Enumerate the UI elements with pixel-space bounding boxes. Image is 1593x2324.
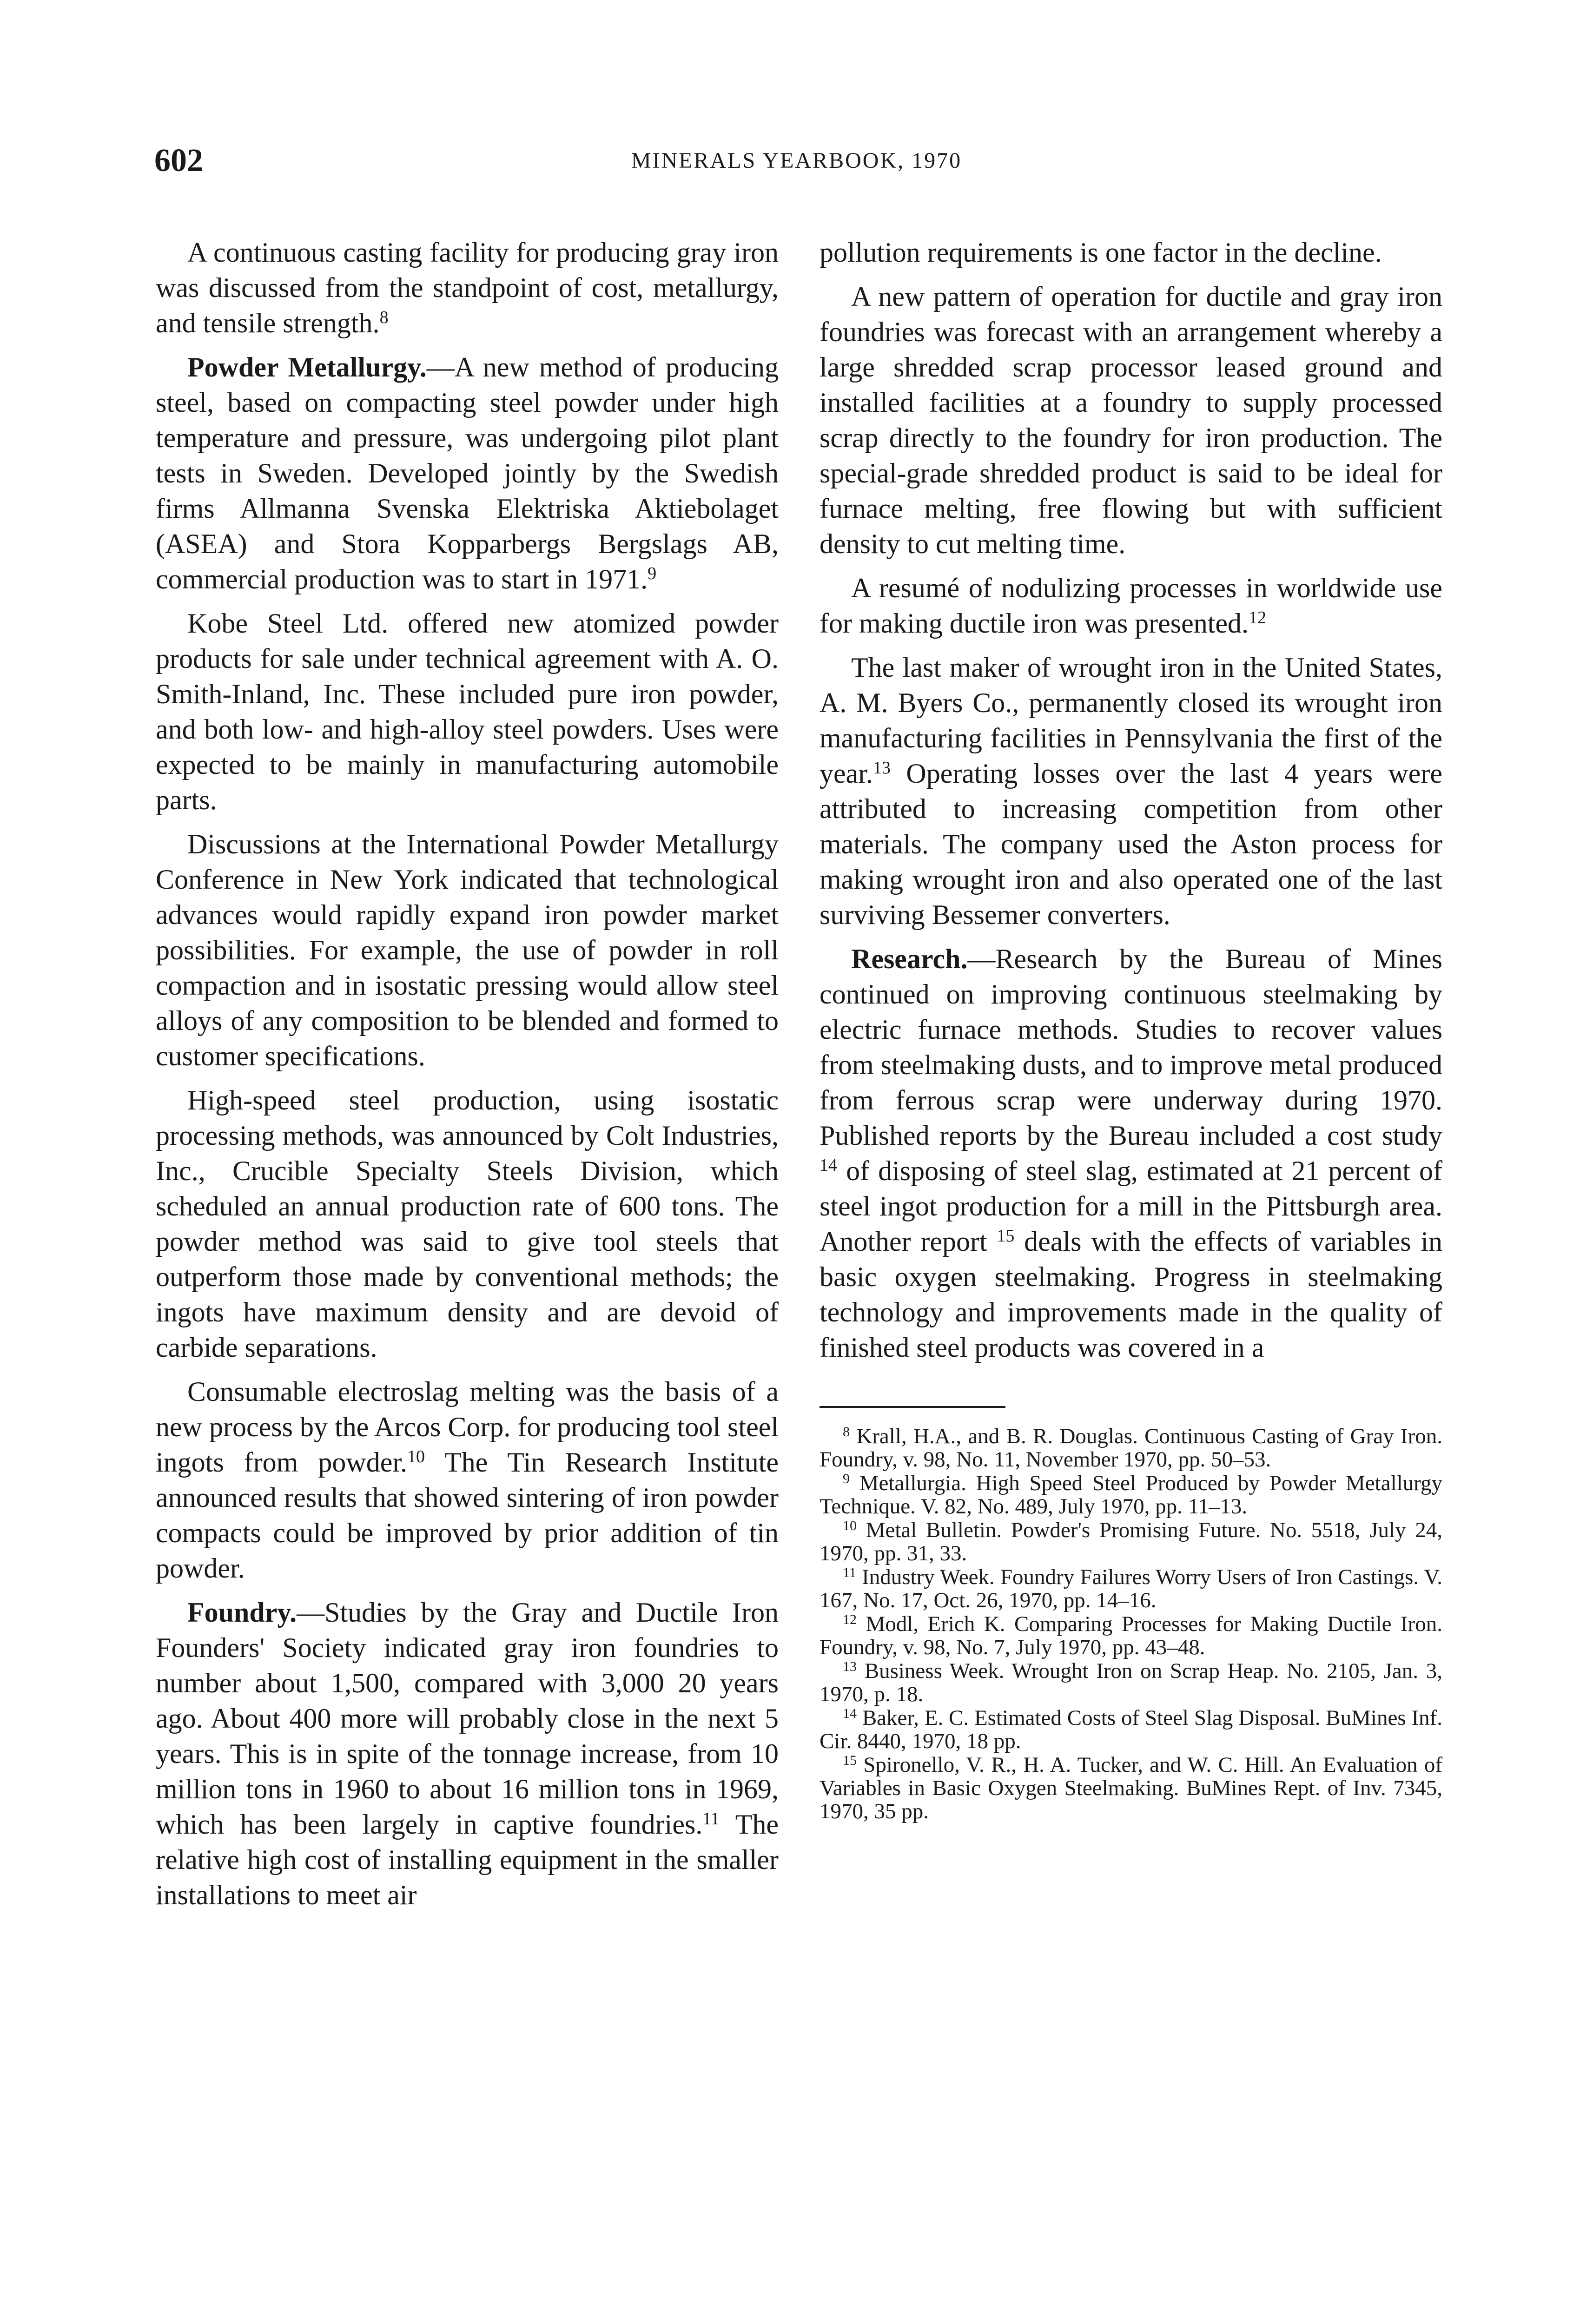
- footnote: $^{11}$ Industry Week. Foundry Failures Worry Users of Iron Castings. V. 167, No. 17, Oct. 26, 1970, pp. 14–16.: [820, 1565, 1443, 1612]
- running-head: MINERALS YEARBOOK, 1970: [631, 148, 962, 173]
- footnote-divider: [820, 1406, 1005, 1408]
- footnote-ref: 14: [820, 1155, 837, 1175]
- footnote: $^{12}$ Modl, Erich K. Comparing Processes for Making Ductile Iron. Foundry, v. 98, No. 7, July 1970, pp. 43–48.: [820, 1612, 1442, 1659]
- section-heading-foundry: Foundry.: [187, 1597, 297, 1628]
- footnote-ref: 8: [379, 308, 389, 327]
- paragraph-foundry: Foundry.—Studies by the Gray and Ductile Iron Founders' Society indicated gray iron foundries to number about 1,500, compared with 3,000 20 years ago. About 400 more will probably close in the next 5 years. This is in spite of the tonnage increase, from 10 million tons in 1960 to about 16 million tons in 1969, which has been largely in captive foundries.$^{11}$ The relative high cost of installing equipment in the smaller installations to meet air: [156, 1597, 779, 1910]
- footnote: $^8$ Krall, H.A., and B. R. Douglas. Continuous Casting of Gray Iron. Foundry, v. 98, No. 11, November 1970, pp. 50–53.: [820, 1424, 1442, 1472]
- paragraph-nodulizing: A resumé of nodulizing processes in worldwide use for making ductile iron was presented.$^{12}$: [820, 573, 1442, 639]
- footnote: $^{14}$ Baker, E. C. Estimated Costs of Steel Slag Disposal. BuMines Inf. Cir. 8440, 1970, 18 pp.: [820, 1706, 1442, 1753]
- footnote-ref: 12: [1249, 608, 1267, 627]
- footnote-ref: 11: [702, 1809, 720, 1829]
- paragraph-kobe-steel: Kobe Steel Ltd. offered new atomized powder products for sale under technical agreement with A. O. Smith-Inland, Inc. These included pure iron powder, and both low- and high-alloy steel powders. Uses were expected to be mainly in manufacturing automobile parts.: [156, 608, 779, 815]
- footnote: $^{15}$ Spironello, V. R., H. A. Tucker, and W. C. Hill. An Evaluation of Variables in Basic Oxygen Steelmaking. BuMines Rept. of Inv. 7345, 1970, 35 pp.: [820, 1753, 1443, 1823]
- footnote: $^9$ Metallurgia. High Speed Steel Produced by Powder Metallurgy Technique. V. 82, No. 489, July 1970, pp. 11–13.: [820, 1471, 1443, 1519]
- footnote-ref: 15: [997, 1226, 1015, 1246]
- footnote: $^{13}$ Business Week. Wrought Iron on Scrap Heap. No. 2105, Jan. 3, 1970, p. 18.: [820, 1659, 1442, 1706]
- footnote-ref: 13: [873, 758, 891, 778]
- paragraph-pm-conference: Discussions at the International Powder Metallurgy Conference in New York indicated that technological advances would rapidly expand iron powder market possibilities. For example, the use of powder in roll compaction and in isostatic pressing would allow steel alloys of any composition to be blended and formed to customer specifications.: [156, 829, 779, 1071]
- paragraph-pollution-continued: pollution requirements is one factor in the decline.: [820, 237, 1382, 268]
- paragraph-wrought-iron: The last maker of wrought iron in the United States, A. M. Byers Co., permanently closed its wrought iron manufacturing facilities in Pennsylvania the first of the year.$^{13}$ Operating losses over the last 4 years were attributed to increasing competition from other materials. The company used the Aston process for making wrought iron and also operated one of the last surviving Bessemer converters.: [820, 652, 1442, 930]
- paragraph-electroslag: Consumable electroslag melting was the basis of a new process by the Arcos Corp. for producing tool steel ingots from powder.$^{10}$ The Tin Research Institute announced results that showed sintering of iron powder compacts could be improved by prior addition of tin powder.: [156, 1376, 779, 1584]
- paragraph-powder-metallurgy: Powder Metallurgy.—A new method of producing steel, based on compacting steel powder under high temperature and pressure, was undergoing pilot plant tests in Sweden. Developed jointly by the Swedish firms Allmanna Svenska Elektriska Aktiebolaget (ASEA) and Stora Kopparbergs Bergslags AB, commercial production was to start in 1971.$^9$: [156, 352, 779, 594]
- paragraph-high-speed-steel: High-speed steel production, using isostatic processing methods, was announced by Colt Industries, Inc., Crucible Specialty Steels Division, which scheduled an annual production rate of 600 tons. The powder method was said to give tool steels that outperform those made by conventional methods; the ingots have maximum density and are devoid of carbide separations.: [156, 1085, 779, 1363]
- page-number: 602: [154, 143, 203, 178]
- left-column: [156, 235, 779, 1921]
- footnote-ref: 9: [648, 564, 657, 583]
- paragraph-new-pattern: A new pattern of operation for ductile and gray iron foundries was forecast with an arrangement whereby a large shredded scrap processor leased ground and installed facilities at a foundry to supply processed scrap directly to the foundry for iron production. The special-grade shredded product is said to be ideal for furnace melting, free flowing but with sufficient density to cut melting time.: [820, 281, 1442, 559]
- footnotes: [820, 1425, 1442, 1823]
- footnote-ref: 10: [407, 1447, 425, 1466]
- right-column: [820, 235, 1442, 1823]
- footnote: $^{10}$ Metal Bulletin. Powder's Promising Future. No. 5518, July 24, 1970, pp. 31, 33.: [820, 1518, 1443, 1565]
- paragraph-continuous-casting: A continuous casting facility for producing gray iron was discussed from the standpoint of cost, metallurgy, and tensile strength.$^8$: [156, 237, 779, 338]
- section-heading-research: Research.: [851, 944, 968, 974]
- section-heading-powder-metallurgy: Powder Metallurgy.: [187, 352, 427, 383]
- paragraph-research: Research.—Research by the Bureau of Mines continued on improving continuous steelmaking by electric furnace methods. Studies to recover values from steelmaking dusts, and to improve metal produced from ferrous scrap were underway during 1970. Published reports by the Bureau included a cost study $^{14}$ of disposing of steel slag, estimated at 21 percent of steel ingot production for a mill in the Pittsburgh area. Another report $^{15}$ deals with the effects of variables in basic oxygen steelmaking. Progress in steelmaking technology and improvements made in the quality of finished steel products was covered in a: [820, 944, 1442, 1363]
